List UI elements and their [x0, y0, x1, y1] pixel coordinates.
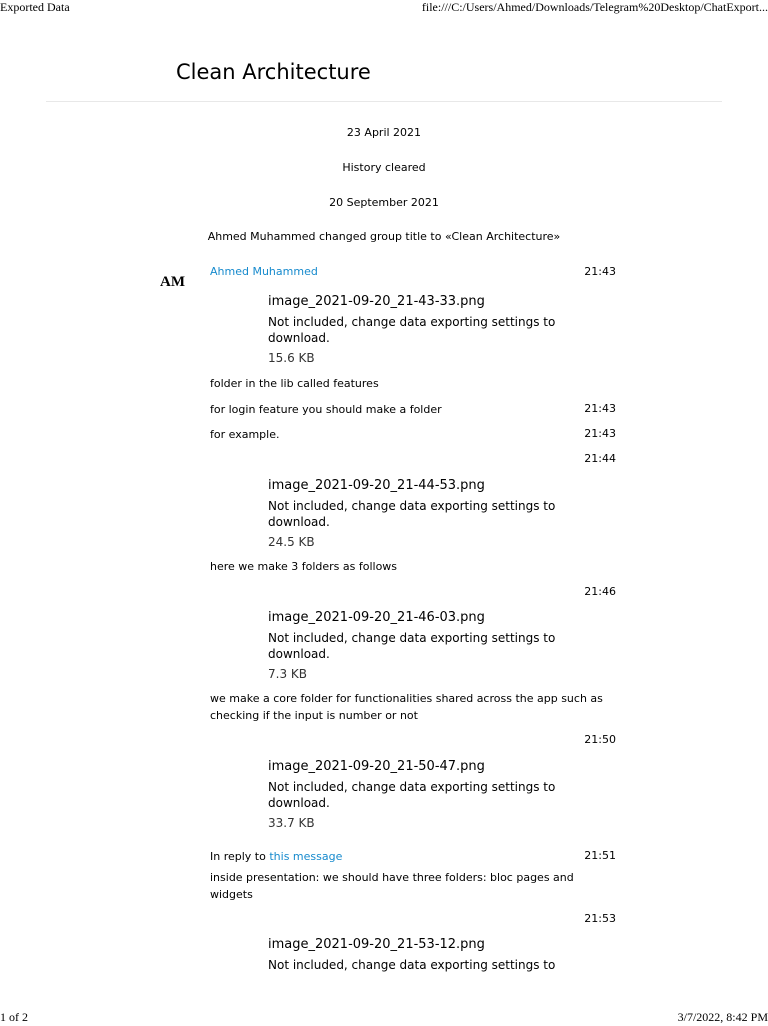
message-text: we make a core folder for functionalities shared across the app such as checking if the input is number or not: [210, 692, 603, 722]
message-time: 21:43: [584, 402, 616, 415]
media-attachment: [268, 478, 588, 550]
message-text: for login feature you should make a folder: [210, 403, 442, 416]
page-number: 1 of 2: [0, 1010, 28, 1024]
message-time: 21:44: [584, 452, 616, 465]
media-filename: image_2021-09-20_21-44-53.png: [268, 478, 485, 493]
message-text: for example.: [210, 428, 280, 441]
service-date: 20 September 2021: [329, 196, 439, 209]
media-filename: image_2021-09-20_21-46-03.png: [268, 610, 485, 625]
media-status: Not included, change data exporting settings to: [268, 958, 556, 972]
chat-title: Clean Architecture: [176, 60, 371, 84]
reply-link[interactable]: this message: [269, 850, 343, 863]
media-size: 15.6 KB: [268, 351, 315, 365]
media-attachment: [268, 610, 588, 682]
title-divider: [46, 101, 722, 102]
print-header-title: Exported Data: [0, 0, 70, 14]
media-attachment: [268, 759, 588, 831]
message-time: 21:43: [584, 265, 616, 278]
message-time: 21:50: [584, 733, 616, 746]
service-date: 23 April 2021: [346, 126, 422, 139]
message-text: here we make 3 folders as follows: [210, 560, 398, 573]
message-text: folder in the lib called features: [210, 377, 379, 390]
media-size: 24.5 KB: [268, 535, 315, 549]
reply-prefix: In reply to: [210, 850, 266, 863]
media-status: Not included, change data exporting settings to download.: [268, 631, 556, 661]
message-time: 21:43: [584, 427, 616, 440]
media-attachment: [268, 937, 588, 973]
sender-name[interactable]: Ahmed Muhammed: [210, 265, 318, 278]
print-header: [0, 0, 768, 16]
avatar: AM: [160, 274, 185, 290]
media-status: Not included, change data exporting settings to download.: [268, 499, 556, 529]
media-filename: image_2021-09-20_21-53-12.png: [268, 937, 485, 952]
service-history-cleared: History cleared: [342, 161, 426, 174]
media-status: Not included, change data exporting settings to download.: [268, 780, 556, 810]
message-time: 21:51: [584, 849, 616, 862]
media-filename: image_2021-09-20_21-50-47.png: [268, 759, 485, 774]
print-datetime: 3/7/2022, 8:42 PM: [677, 1010, 768, 1024]
service-title-changed: Ahmed Muhammed changed group title to «Clean Architecture»: [207, 230, 561, 243]
media-size: 7.3 KB: [268, 667, 307, 681]
message-time: 21:46: [584, 585, 616, 598]
media-attachment: [268, 294, 588, 366]
media-size: 33.7 KB: [268, 816, 315, 830]
media-status: Not included, change data exporting settings to download.: [268, 315, 556, 345]
message-time: 21:53: [584, 912, 616, 925]
message-text: inside presentation: we should have three folders: bloc pages and widgets: [210, 871, 574, 901]
reply-to: [210, 848, 620, 865]
print-header-url: file:///C:/Users/Ahmed/Downloads/Telegram%20Desktop/ChatExport...: [421, 0, 768, 14]
media-filename: image_2021-09-20_21-43-33.png: [268, 294, 485, 309]
